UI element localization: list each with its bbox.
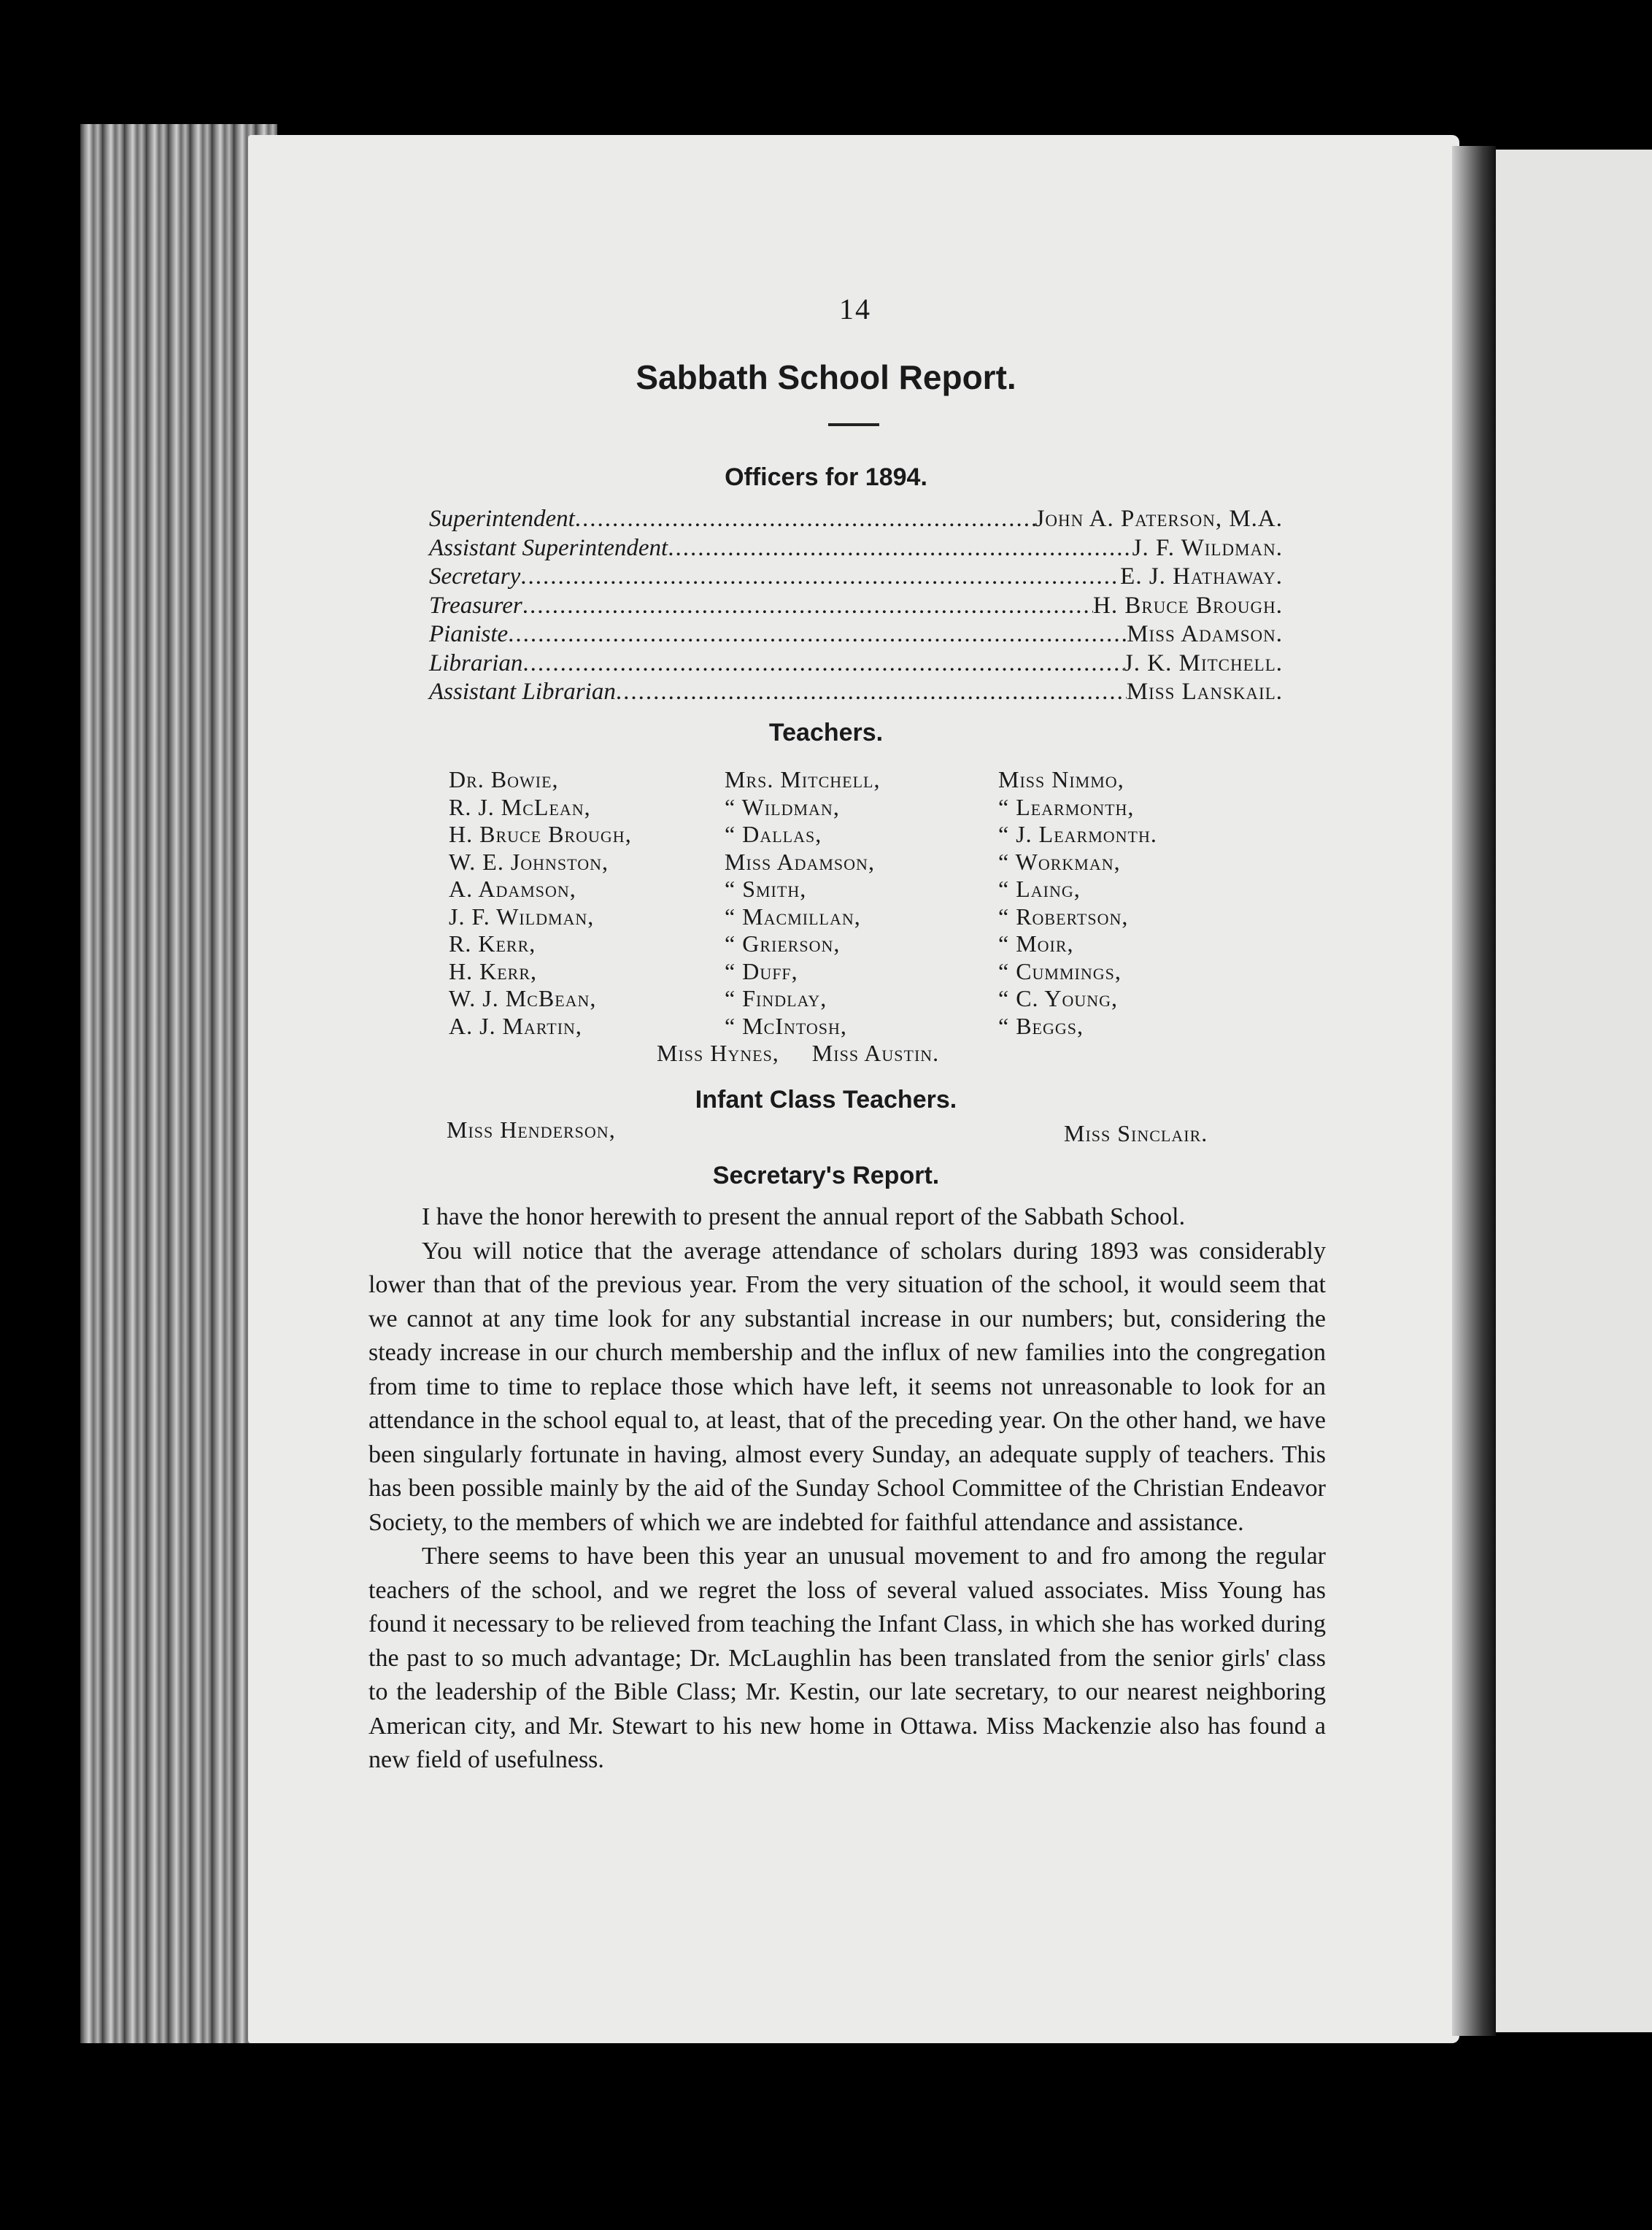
teacher-name: “ C. Young,	[998, 985, 1119, 1011]
teachers-last-line: Miss Hynes, Miss Austin.	[657, 1040, 940, 1066]
teacher-name: R. J. McLean,	[449, 793, 591, 820]
teacher-name: “ Workman,	[998, 848, 1121, 875]
officer-role: Secretary	[429, 563, 521, 590]
officer-role: Pianiste	[429, 621, 509, 647]
teacher-name: “ Laing,	[998, 876, 1081, 902]
page-title: Sabbath School Report.	[636, 358, 1016, 396]
officer-row	[429, 563, 1283, 592]
teacher-name: “ Dallas,	[725, 821, 822, 847]
leader-dots	[508, 620, 1127, 649]
teacher-name: Dr. Bowie,	[449, 766, 559, 792]
officer-row	[429, 649, 1283, 679]
officer-name: J. F. Wildman.	[1132, 534, 1283, 561]
teacher-name: A. Adamson,	[449, 876, 576, 902]
teacher-name: “ Wildman,	[725, 793, 840, 820]
report-paragraph: You will notice that the average attendance of scholars during 1893 was considerably lower than that of the previous year. From the very situation of the school, it would seem that we cannot at any time look for any substantial increase in our numbers; but, considering the steady increase in our church membership and the influx of new families into the congregation from time to time to replace those which have left, it seems not unreasonable to look for an attendance in the school equal to, at least, that of the preceding year. On the other hand, we have been singularly fortunate in having, almost every Sunday, an adequate supply of teachers. This has been possible mainly by the aid of the Sunday School Committee of the Christian Endeavor Society, to the members of which we are indebted for faithful attendance and assistance.	[368, 1237, 1326, 1536]
teacher-name: “ Findlay,	[725, 985, 827, 1011]
officer-row	[429, 534, 1283, 563]
teacher-name: W. E. Johnston,	[449, 848, 609, 875]
report-paragraph: There seems to have been this year an unusual movement to and fro among the regular teachers of the school, and we regret the loss of several valued associates. Miss Young has found it necessary to be relieved from teaching the Infant Class, in which she has worked during the past to so much advantage; Dr. McLaughlin has been translated from the senior girls' class to the leadership of the Bible Class; Mr. Kestin, our late secretary, to our nearest neighboring American city, and Mr. Stewart to his new home in Ottawa. Miss Mackenzie also has found a new field of usefulness.	[368, 1543, 1326, 1773]
teacher-name: “ McIntosh,	[725, 1012, 847, 1039]
leader-dots	[522, 649, 1124, 679]
infant-teacher-right: Miss Sinclair.	[1064, 1120, 1208, 1146]
secretary-report-body	[368, 1200, 1326, 1778]
teacher-name: “ Moir,	[998, 930, 1074, 957]
teachers-column-3	[998, 766, 1157, 1040]
officer-name: Miss Adamson.	[1127, 621, 1283, 647]
leader-dots	[522, 592, 1093, 621]
teachers-heading: Teachers.	[768, 719, 884, 746]
teacher-name: “ Duff,	[725, 957, 798, 984]
officer-row	[429, 592, 1283, 621]
teacher-name: W. J. McBean,	[449, 985, 597, 1011]
officers-list	[429, 505, 1283, 707]
officer-role: Superintendent	[429, 506, 575, 532]
officer-row	[429, 505, 1283, 534]
teacher-name: R. Kerr,	[449, 930, 536, 957]
teacher-name: “ J. Learmonth.	[998, 821, 1157, 847]
officer-name: Miss Lanskail.	[1126, 679, 1283, 705]
infant-teacher-left: Miss Henderson,	[447, 1116, 616, 1143]
teacher-name: H. Kerr,	[449, 957, 538, 984]
teacher-name: Mrs. Mitchell,	[725, 766, 881, 792]
officer-name: J. K. Mitchell.	[1123, 649, 1283, 676]
teacher-name: Miss Nimmo,	[998, 766, 1124, 792]
officer-row	[429, 678, 1283, 707]
officer-name: E. J. Hathaway.	[1120, 563, 1283, 590]
title-rule	[828, 423, 879, 426]
report-paragraph: I have the honor herewith to present the annual report of the Sabbath School.	[422, 1203, 1186, 1230]
teacher-name: “ Grierson,	[725, 930, 841, 957]
officer-role: Treasurer	[429, 592, 522, 619]
leader-dots	[668, 534, 1132, 563]
teachers-column-2	[725, 766, 880, 1040]
officers-heading: Officers for 1894.	[725, 463, 927, 491]
officer-name: John A. Paterson, M.A.	[1035, 506, 1283, 532]
teacher-name: J. F. Wildman,	[449, 903, 595, 930]
teacher-name: “ Learmonth,	[998, 793, 1135, 820]
leader-dots	[616, 678, 1127, 707]
infant-class-heading: Infant Class Teachers.	[695, 1086, 957, 1114]
leader-dots	[520, 563, 1120, 592]
officer-role: Librarian	[429, 649, 523, 676]
page-number: 14	[839, 293, 871, 325]
leader-dots	[575, 505, 1035, 534]
teacher-name: “ Smith,	[725, 876, 807, 902]
teacher-name: Miss Adamson,	[725, 848, 875, 875]
officer-row	[429, 620, 1283, 649]
secretary-report-heading: Secretary's Report.	[712, 1162, 940, 1189]
officer-role: Assistant Librarian	[429, 679, 616, 705]
officer-role: Assistant Superintendent	[429, 534, 668, 561]
teacher-name: “ Robertson,	[998, 903, 1129, 930]
teacher-name: “ Cummings,	[998, 957, 1122, 984]
officer-name: H. Bruce Brough.	[1093, 592, 1283, 619]
teacher-name: A. J. Martin,	[449, 1012, 582, 1039]
teachers-column-1	[449, 766, 632, 1040]
teacher-name: “ Macmillan,	[725, 903, 861, 930]
teacher-name: “ Beggs,	[998, 1012, 1084, 1039]
teacher-name: H. Bruce Brough,	[449, 821, 632, 847]
